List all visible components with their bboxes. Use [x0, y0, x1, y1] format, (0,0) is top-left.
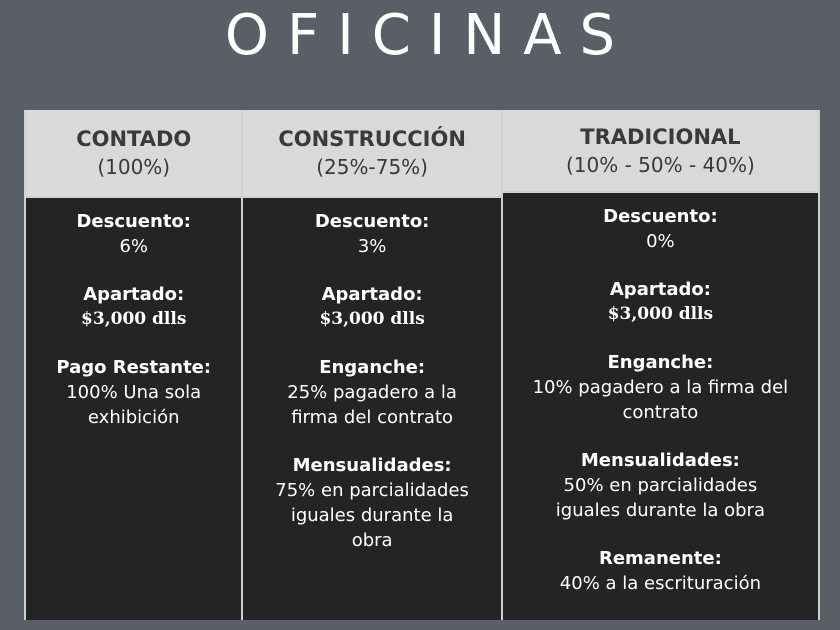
plan-percentage: (100%)	[97, 155, 171, 179]
plan-details	[503, 193, 818, 620]
detail-label: Enganche:	[319, 357, 426, 378]
detail-label: Mensualidades:	[292, 455, 452, 476]
detail-label: Apartado:	[609, 279, 711, 300]
detail-value: $3,000 dlls	[607, 304, 714, 324]
detail-item	[243, 210, 500, 259]
page-title: OFICINAS	[224, 3, 634, 68]
detail-item	[503, 449, 818, 523]
detail-label: Mensualidades:	[580, 450, 740, 471]
plan-header	[503, 110, 818, 193]
detail-label: Descuento:	[314, 211, 430, 232]
plan-column-contado	[24, 110, 241, 620]
detail-item	[503, 205, 818, 254]
detail-label: Remanente:	[598, 548, 722, 569]
plan-percentage: (25%-75%)	[316, 155, 428, 179]
plan-percentage: (10% - 50% - 40%)	[565, 152, 755, 177]
detail-value: 0%	[646, 231, 675, 252]
detail-item	[243, 454, 500, 553]
detail-label: Descuento:	[603, 206, 718, 227]
detail-value: 25% pagadero a la firma del contrato	[287, 382, 457, 428]
detail-value: 50% en parcialidades iguales durante la obra	[555, 475, 765, 521]
plan-name: CONSTRUCCIÓN	[278, 127, 466, 151]
detail-value: 10% pagadero a la firma del contrato	[532, 377, 789, 423]
detail-item	[26, 283, 241, 332]
plan-header	[26, 110, 241, 198]
detail-value: 6%	[119, 236, 148, 257]
detail-item	[26, 356, 241, 430]
detail-item	[503, 278, 818, 327]
plan-column-tradicional	[501, 110, 818, 620]
plan-header	[243, 110, 500, 198]
detail-label: Descuento:	[76, 211, 191, 232]
plan-column-construccion	[241, 110, 500, 620]
detail-item	[26, 210, 241, 259]
plan-name: TRADICIONAL	[580, 124, 741, 149]
plan-name: CONTADO	[76, 127, 192, 151]
detail-item	[503, 351, 818, 425]
detail-label: Apartado:	[83, 284, 185, 305]
detail-value: $3,000 dlls	[319, 309, 425, 329]
detail-item	[243, 356, 500, 430]
detail-value: 40% a la escrituración	[559, 573, 761, 594]
plan-details	[243, 198, 500, 620]
detail-label: Enganche:	[607, 352, 714, 373]
detail-item	[503, 547, 818, 596]
detail-label: Pago Restante:	[56, 357, 212, 378]
plan-details	[26, 198, 241, 620]
detail-label: Apartado:	[321, 284, 423, 305]
detail-value: 100% Una sola exhibición	[66, 382, 202, 428]
payment-plans-table	[24, 110, 820, 620]
detail-value: 3%	[357, 236, 387, 257]
detail-value: $3,000 dlls	[81, 309, 187, 329]
detail-item	[243, 283, 500, 332]
detail-value: 75% en parcialidades iguales durante la obra	[275, 480, 469, 551]
